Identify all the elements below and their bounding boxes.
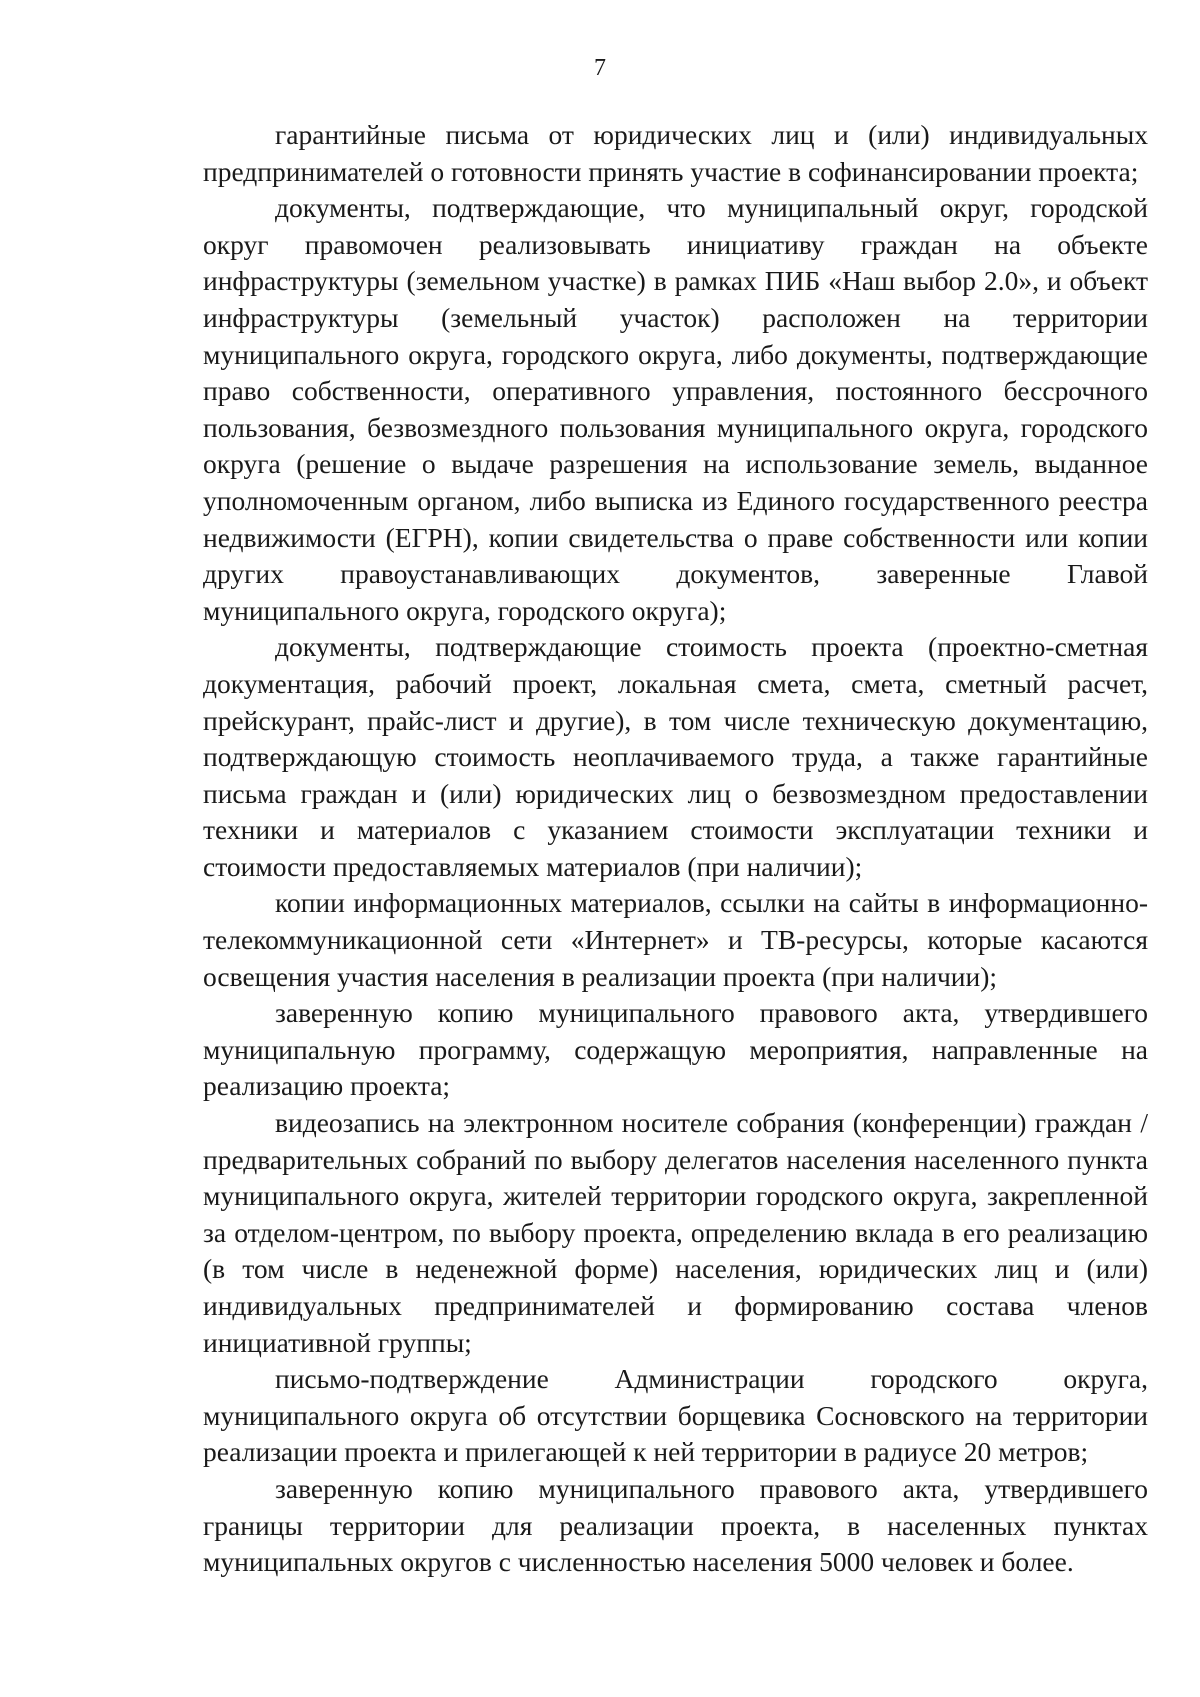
paragraph-video-recording: видеозапись на электронном носителе собрания (конференции) граждан / предварительных собраний по выбору делегатов населения населенного пункта муниципального округа, жителей территории городского округа, закрепленной за отделом-центром, по выбору проекта, определению вклада в его реализацию (в том числе в неденежной форме) населения, юридических лиц и (или) индивидуальных предпринимателей и формированию состава членов инициативной группы; [203, 1107, 1148, 1358]
paragraph-cost-documents: документы, подтверждающие стоимость проекта (проектно-сметная документация, рабочий проект, локальная смета, смета, сметный расчет, прейскурант, прайс-лист и другие), в том числе техническую документацию, подтверждающую стоимость неоплачиваемого труда, а также гарантийные письма граждан и (или) юридических лиц о безвозмездном предоставлении техники и материалов с указанием стоимости эксплуатации техники и стоимости предоставляемых материалов (при наличии); [203, 631, 1148, 882]
paragraph-territory-boundaries-act: заверенную копию муниципального правового акта, утвердившего границы территории для реализации проекта, в населенных пунктах муниципальных округов с численностью населения 5000 человек и более. [203, 1472, 1148, 1578]
page-number: 7 [594, 55, 606, 81]
paragraph-information-materials: копии информационных материалов, ссылки на сайты в информационно-телекоммуникационной сети «Интернет» и ТВ-ресурсы, которые касаются освещения участия населения в реализации проекта (при наличии); [203, 887, 1148, 992]
document-body [203, 117, 1148, 1581]
paragraph-ownership-documents: документы, подтверждающие, что муниципальный округ, городской округ правомочен реализовывать инициативу граждан на объекте инфраструктуры (земельном участке) в рамках ПИБ «Наш выбор 2.0», и объект инфраструктуры (земельный участок) расположен на территории муниципального округа, городского округа, либо документы, подтверждающие право собственности, оперативного управления, постоянного бессрочного пользования, безвозмездного пользования муниципального округа, городского округа (решение о выдаче разрешения на использование земель, выданное уполномоченным органом, либо выписка из Единого государственного реестра недвижимости (ЕГРН), копии свидетельства о праве собственности или копии других правоустанавливающих документов, заверенные Главой муниципального округа, городского округа); [203, 192, 1148, 626]
paragraph-municipal-program-act: заверенную копию муниципального правового акта, утвердившего муниципальную программу, содержащую мероприятия, направленные на реализацию проекта; [203, 997, 1148, 1102]
paragraph-guarantee-letters: гарантийные письма от юридических лиц и (или) индивидуальных предпринимателей о готовности принять участие в софинансировании проекта; [203, 119, 1148, 187]
paragraph-hogweed-confirmation: письмо-подтверждение Администрации городского округа, муниципального округа об отсутствии борщевика Сосновского на территории реализации проекта и прилегающей к ней территории в радиусе 20 метров; [203, 1363, 1148, 1468]
